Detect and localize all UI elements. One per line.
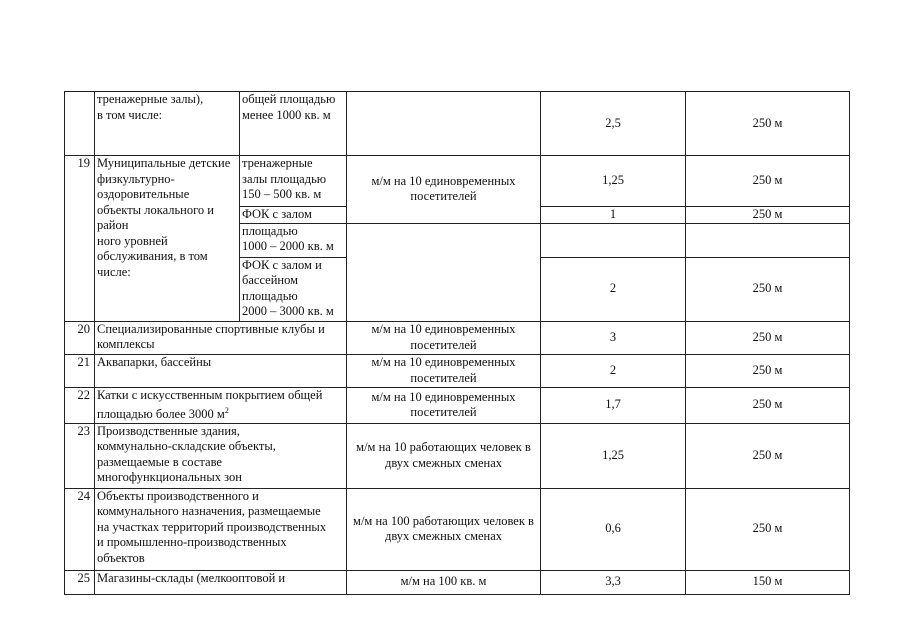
table-row <box>65 354 850 387</box>
object-subtype: ФОК с залом <box>240 207 347 224</box>
object-subtype: ФОК с залом и бассейном площадью 2000 – 3000 кв. м <box>240 257 347 321</box>
superscript-2: 2 <box>224 406 229 415</box>
table-row <box>65 321 850 354</box>
unit-cell: м/м на 10 работающих человек в двух смежных сменах <box>347 423 541 488</box>
object-name: Специализированные спортивные клубы и комплексы <box>95 321 347 354</box>
row-number: 19 <box>65 156 95 322</box>
walking-distance: 150 м <box>686 570 850 594</box>
unit-cell: м/м на 10 единовременных посетителей <box>347 156 541 224</box>
walking-distance: 250 м <box>686 387 850 423</box>
unit-cell: м/м на 100 работающих человек в двух смежных сменах <box>347 488 541 570</box>
walking-distance: 250 м <box>686 488 850 570</box>
row-number: 22 <box>65 387 95 423</box>
row-number <box>65 92 95 156</box>
norm-value: 2,5 <box>541 92 686 156</box>
unit-cell: м/м на 10 единовременных посетителей <box>347 354 541 387</box>
object-name <box>95 387 347 423</box>
walking-distance: 250 м <box>686 92 850 156</box>
object-name: тренажерные залы), в том числе: <box>95 92 240 156</box>
norm-value: 1,25 <box>541 156 686 207</box>
unit-cell: м/м на 100 кв. м <box>347 570 541 594</box>
object-subtype: тренажерные залы площадью 150 – 500 кв. м <box>240 156 347 207</box>
unit-cell: м/м на 10 единовременных посетителей <box>347 387 541 423</box>
table-row <box>65 387 850 423</box>
unit-cell <box>347 92 541 156</box>
row-number: 20 <box>65 321 95 354</box>
norm-value: 3 <box>541 321 686 354</box>
object-name: Аквапарки, бассейны <box>95 354 347 387</box>
parking-standards-table <box>64 91 850 595</box>
norm-value: 2 <box>541 257 686 321</box>
object-name: Производственные здания, коммунально-складские объекты, размещаемые в составе многофункциональных зон <box>95 423 347 488</box>
row-number: 25 <box>65 570 95 594</box>
walking-distance: 250 м <box>686 156 850 207</box>
walking-distance: 250 м <box>686 207 850 224</box>
walking-distance <box>686 223 850 257</box>
table-row <box>65 92 850 156</box>
norm-value: 0,6 <box>541 488 686 570</box>
object-subtype: площадью 1000 – 2000 кв. м <box>240 223 347 257</box>
walking-distance: 250 м <box>686 423 850 488</box>
object-subtype: общей площадью менее 1000 кв. м <box>240 92 347 156</box>
norm-value: 3,3 <box>541 570 686 594</box>
norm-value: 1 <box>541 207 686 224</box>
object-name: Магазины-склады (мелкооптовой и <box>95 570 347 594</box>
norm-value: 1,25 <box>541 423 686 488</box>
unit-cell: м/м на 10 единовременных посетителей <box>347 321 541 354</box>
walking-distance: 250 м <box>686 257 850 321</box>
object-name: Муниципальные детские физкультурно- оздоровительные объекты локального и район ного уровней обслуживания, в том числе: <box>95 156 240 322</box>
norm-value: 1,7 <box>541 387 686 423</box>
object-name-text: Катки с искусственным покрытием общей площадью более 3000 м <box>97 387 323 422</box>
table-row <box>65 156 850 207</box>
table-row <box>65 488 850 570</box>
walking-distance: 250 м <box>686 321 850 354</box>
row-number: 21 <box>65 354 95 387</box>
row-number: 23 <box>65 423 95 488</box>
object-name: Объекты производственного и коммунального назначения, размещаемые на участках территорий производственных и промышленно-производственных объектов <box>95 488 347 570</box>
norm-value: 2 <box>541 354 686 387</box>
walking-distance: 250 м <box>686 354 850 387</box>
norm-value <box>541 223 686 257</box>
row-number: 24 <box>65 488 95 570</box>
unit-cell <box>347 223 541 321</box>
standards-table-page <box>64 91 850 595</box>
table-row <box>65 423 850 488</box>
table-row <box>65 570 850 594</box>
